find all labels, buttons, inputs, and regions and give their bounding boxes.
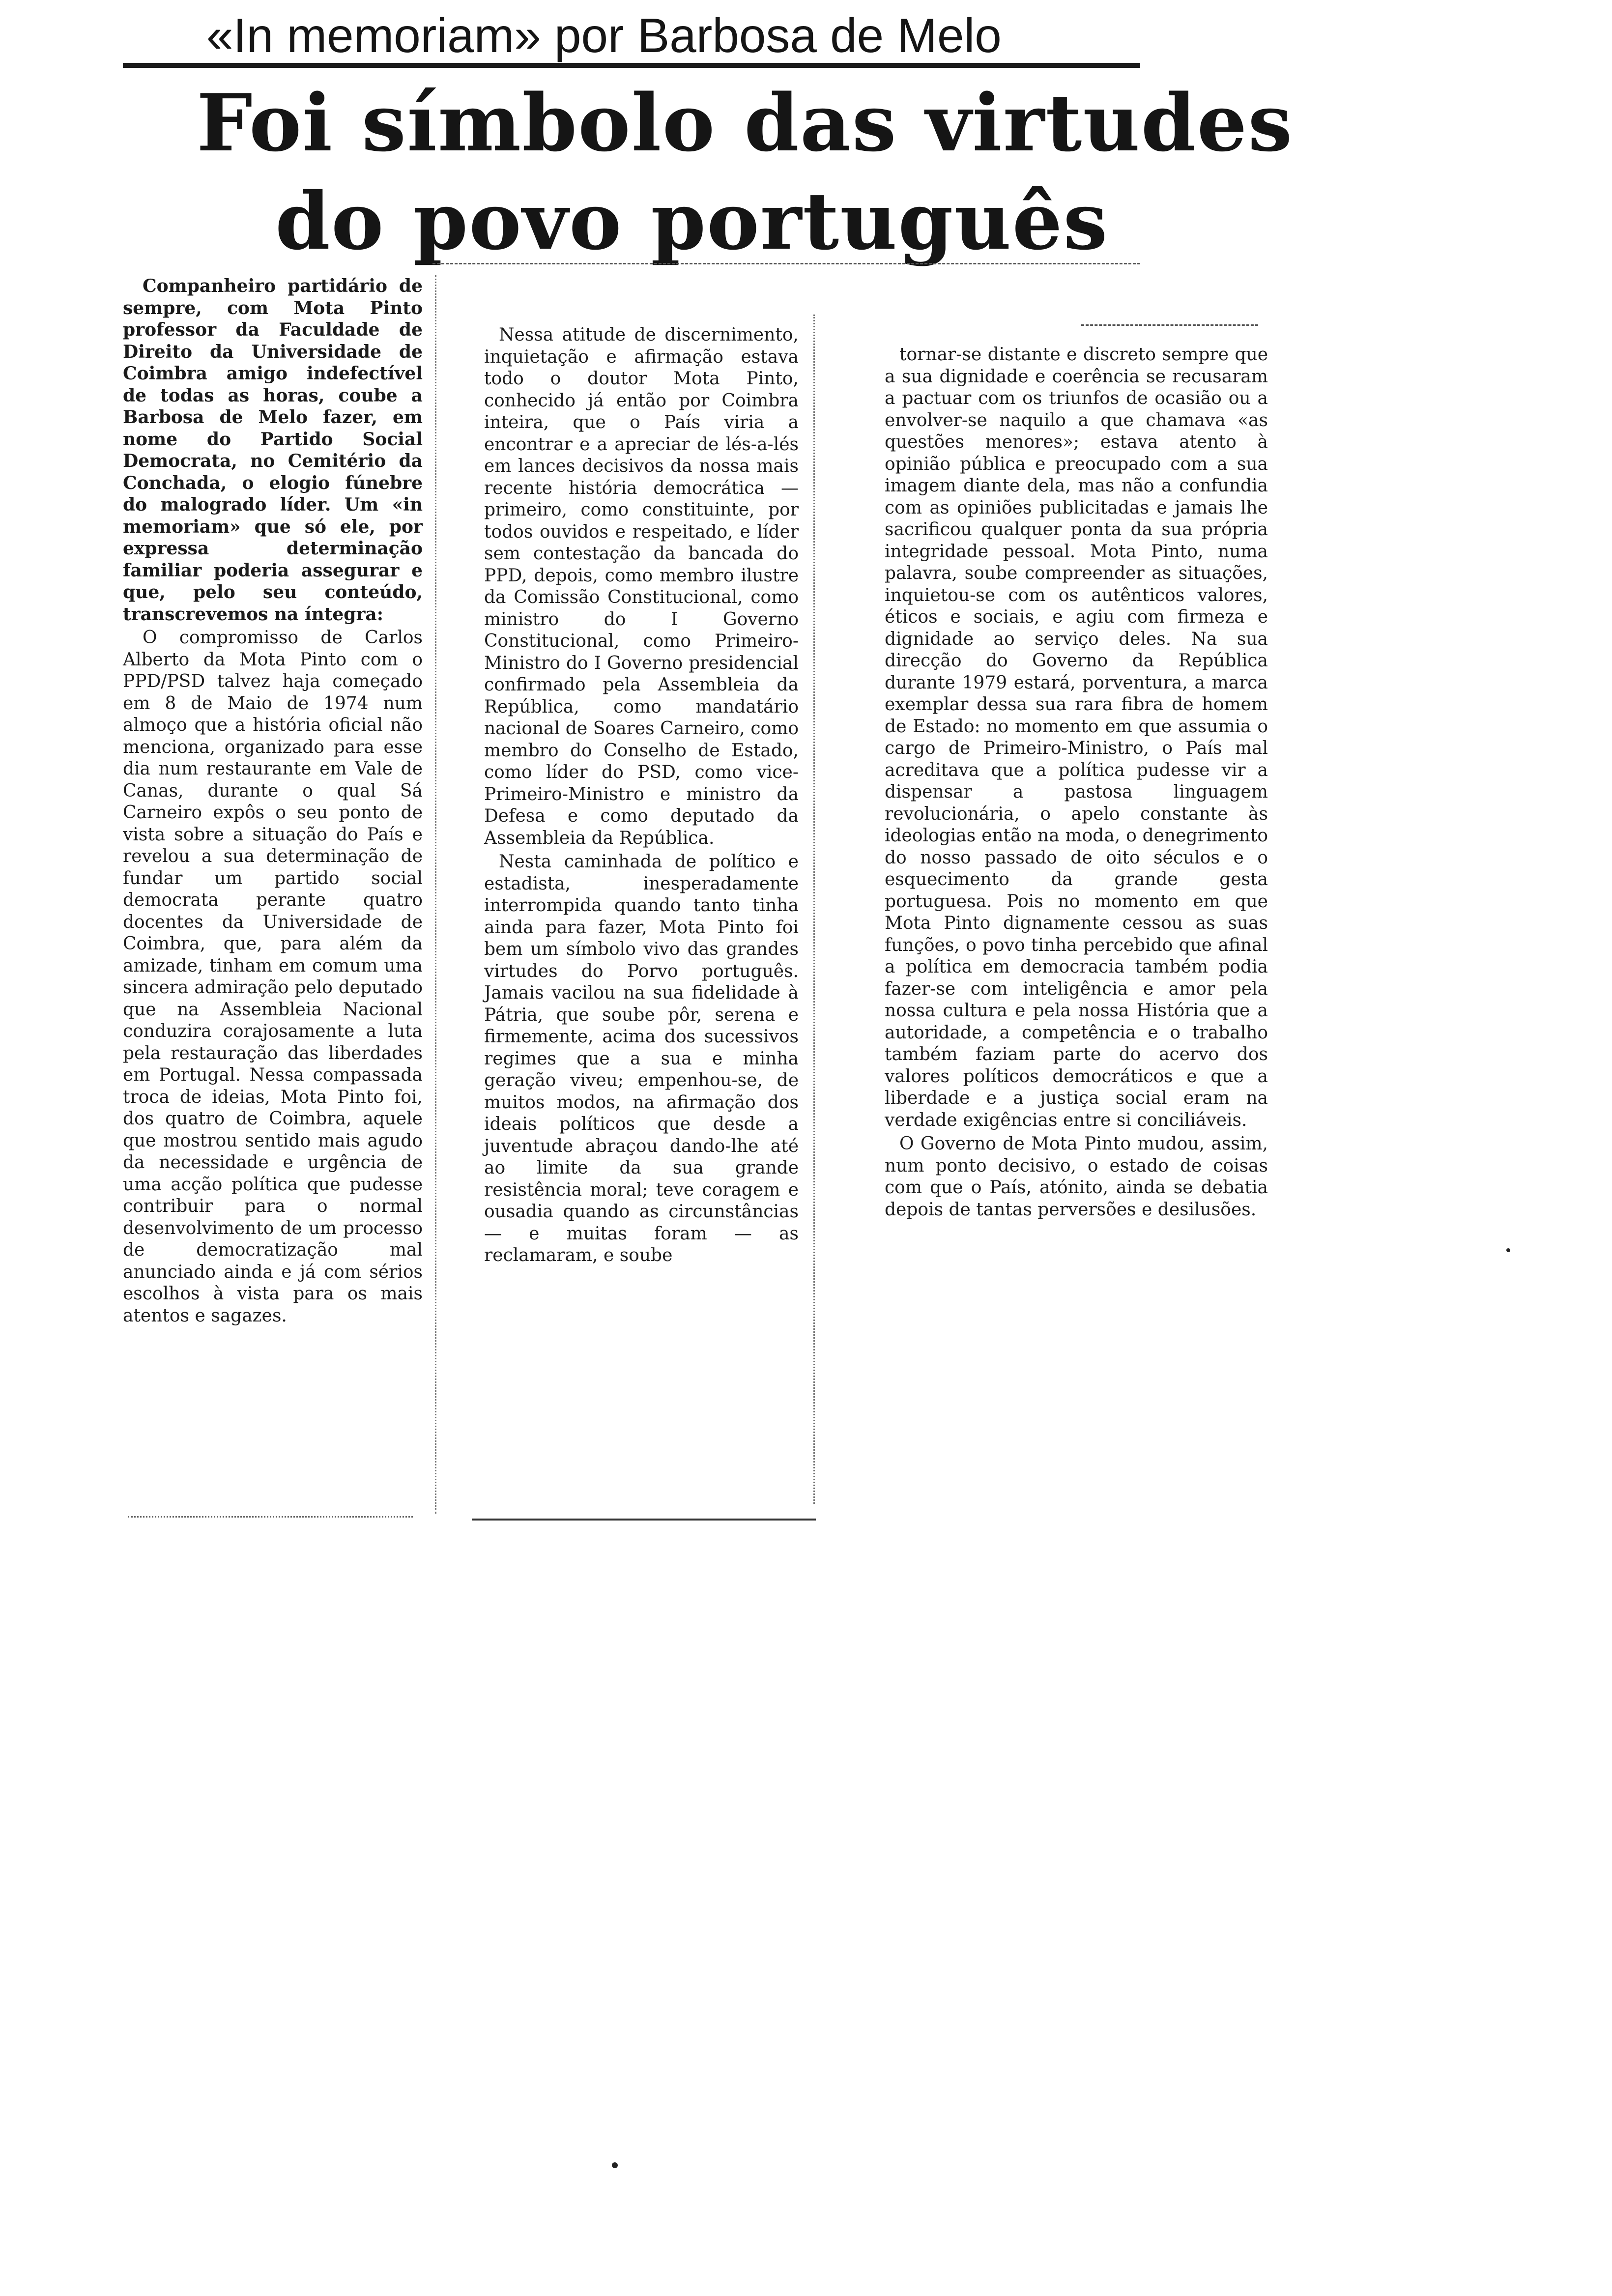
scan-speck [1506, 1248, 1510, 1252]
column-divider-1 [435, 275, 436, 1514]
column-3-top-rule [1081, 324, 1258, 327]
column-1-paragraph-1: O compromisso de Carlos Alberto da Mota Pinto com o PPD/PSD talvez haja começado em 8 de Maio de 1974 num almoço que a história oficial não menciona, organizado para esse dia num restaurante em Vale de Canas, durante o qual Sá Carneiro expôs o seu ponto de vista sobre a situação do País e revelou a sua determinação de fundar um partido social democrata perante quatro docentes da Universidade de Coimbra, que, para além da amizade, tinham em comum uma sincera admiração pelo deputado que na Assembleia Nacional conduzira corajosamente a luta pela restauração das liberdades em Portugal. Nessa compassada troca de ideias, Mota Pinto foi, dos quatro de Coimbra, aquele que mostrou sentido mais agudo da necessidade e urgência de uma acção política que pudesse contribuir para o normal desenvolvimento de um processo de democratização mal anunciado ainda e já com sérios escolhos à vista para os mais atentos e sagazes. [123, 628, 423, 1326]
top-rule [123, 63, 1140, 68]
column-1 [123, 275, 423, 1327]
column-divider-2 [813, 315, 815, 1504]
column-2 [484, 324, 799, 1267]
column-1-bottom-rule [128, 1516, 413, 1519]
column-2-bottom-rule [472, 1519, 816, 1521]
headline [177, 74, 1294, 270]
column-2-paragraph-1: Nessa atitude de discernimento, inquietação e afirmação estava todo o doutor Mota Pinto, conhecido já então por Coimbra inteira, que o País viria a encontrar e a apreciar de lés-a-lés em lances decisivos da nossa mais recente história democrática — primeiro, como constituinte, por todos ouvidos e respeitado, e líder sem contestação da bancada do PPD, depois, como membro ilustre da Comissão Constitucional, como ministro do I Governo Constitucional, como Primeiro-Ministro do I Governo presidencial confirmado pela Assembleia da República, como mandatário nacional de Soares Carneiro, como membro do Conselho de Estado, como líder do PSD, como vice-Primeiro-Ministro e ministro da Defesa e como deputado da Assembleia da República. [484, 325, 799, 848]
column-3-paragraph-1: tornar-se distante e discreto sempre que a sua dignidade e coerência se recusaram a pactuar com os triunfos de ocasião ou a envolver-se naquilo a que chamava «as questões menores»; estava atento à opinião pública e preocupado com a sua imagem diante dela, mas não a confundia com as opiniões publicitadas e jamais lhe sacrificou qualquer ponta da sua própria integridade pessoal. Mota Pinto, numa palavra, soube compreender as situações, inquietou-se com os autênticos valores, éticos e sociais, e agiu com firmeza e dignidade ao serviço deles. Na sua direcção do Governo da República durante 1979 estará, porventura, a marca exemplar dessa sua rara fibra de homem de Estado: no momento em que assumia o cargo de Primeiro-Ministro, o País mal acreditava que a política pudesse vir a dispensar a pastosa linguagem revolucionária, o apelo constante às ideologias então na moda, o denegrimento do nosso passado de oito séculos e o esquecimento da grande gesta portuguesa. Pois no momento em que Mota Pinto dignamente cessou as suas funções, o povo tinha percebido que afinal a política em democracia também podia fazer-se com inteligência e amor pela nossa cultura e pela nossa História que a autoridade, a competência e o trabalho também faziam parte do acervo dos valores políticos democráticos e que a liberdade e a justiça social eram na verdade exigências entre si conciliáveis. [885, 344, 1268, 1130]
column-2-paragraph-2: Nesta caminhada de político e estadista, inesperadamente interrompida quando tanto tinha ainda para fazer, Mota Pinto foi bem um símbolo vivo das grandes virtudes do Porvo português. Jamais vacilou na sua fidelidade à Pátria, que soube pôr, serena e firmemente, acima dos sucessivos regimes que a sua e minha geração viveu; empenhou-se, de muitos modos, na afirmação dos ideais políticos que desde a juventude abraçou dando-lhe até ao limite da sua grande resistência moral; teve coragem e ousadia quando as circunstâncias — e muitas foram — as reclamaram, e soube [484, 852, 799, 1265]
headline-line-1: Foi símbolo das virtudes [197, 77, 1294, 169]
scan-speck [612, 2162, 618, 2168]
headline-line-2: do povo português [275, 175, 1109, 267]
kicker-byline: «In memoriam» por Barbosa de Melo [206, 8, 1002, 62]
intro-paragraph: Companheiro partidário de sempre, com Mota Pinto professor da Faculdade de Direito da Universidade de Coimbra amigo indefectível de todas as horas, coube a Barbosa de Melo fazer, em nome do Partido Social Democrata, no Cemitério da Conchada, o elogio fúnebre do malogrado líder. Um «in memoriam» que só ele, por expressa determinação familiar poderia assegurar e que, pelo seu conteúdo, transcrevemos na íntegra: [123, 276, 423, 625]
headline-rule [432, 263, 1140, 266]
column-3-paragraph-2: O Governo de Mota Pinto mudou, assim, num ponto decisivo, o estado de coisas com que o País, atónito, ainda se debatia depois de tantas perversões e desilusões. [885, 1134, 1268, 1220]
column-3 [885, 344, 1268, 1221]
